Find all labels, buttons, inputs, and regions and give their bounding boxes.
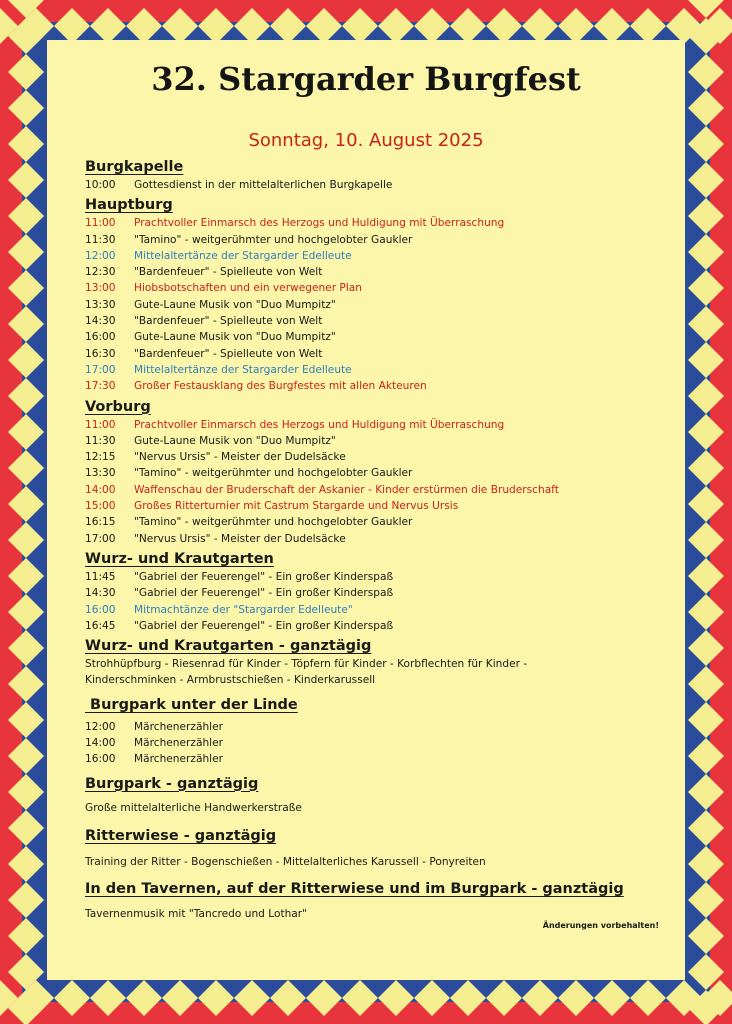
event-time: 17:00 [85,532,116,545]
section-krautgarten [85,549,675,634]
event-time: 14:00 [85,483,116,496]
event-row [85,297,675,313]
event-time: 11:00 [85,217,116,230]
event-row [85,719,675,735]
section-heading: Burgpark - ganztägig [85,775,259,792]
event-time: 16:00 [85,331,116,344]
event-text: Waffenschau der Bruderschaft der Askanier - Kinder erstürmen die Bruderschaft [134,483,559,496]
section-linde [85,695,675,768]
section-heading: In den Tavernen, auf der Ritterwiese und im Burgpark - ganztägig [85,881,624,898]
event-row [85,482,675,498]
event-row [85,313,675,329]
event-time: 12:30 [85,266,116,279]
event-text: "Bardenfeuer" - Spielleute von Welt [134,315,323,328]
event-time: 10:00 [85,179,116,191]
event-time: 11:30 [85,233,116,246]
activity-list: Große mittelalterliche Handwerkerstraße [85,801,302,814]
event-text: Märchenerzähler [134,753,223,766]
page-title: 32. Stargarder Burgfest [151,60,581,98]
section-heading: Wurz- und Krautgarten - ganztägig [85,638,372,655]
activity-list: Tavernenmusik mit "Tancredo und Lothar" [85,908,308,921]
activity-list: Strohhüpfburg - Riesenrad für Kinder - Töpfern für Kinder - Korbflechten für Kinder - [85,658,528,671]
event-row [85,215,675,231]
event-row [85,248,675,264]
event-text: "Gabriel der Feuerengel" - Ein großer Kinderspaß [134,619,394,632]
event-time: 16:00 [85,603,116,616]
section-tavernen [85,879,675,922]
event-text: Mittelaltertänze der Stargarder Edelleute [134,363,352,376]
event-row [85,735,675,751]
event-time: 13:30 [85,298,116,311]
event-row [85,232,675,248]
event-date: Sonntag, 10. August 2025 [248,130,484,151]
event-time: 17:00 [85,363,116,376]
section-heading: Burgkapelle [85,159,184,175]
event-text: "Nervus Ursis" - Meister der Dudelsäcke [134,532,346,545]
event-text: Gute-Laune Musik von "Duo Mumpitz" [134,331,336,344]
event-row [85,280,675,296]
section-hauptburg [85,195,675,394]
event-time: 12:00 [85,249,116,262]
event-text: Gute-Laune Musik von "Duo Mumpitz" [134,434,336,447]
section-burgkapelle [85,157,675,193]
event-row [85,264,675,280]
event-time: 14:30 [85,315,116,328]
section-burgpark [85,774,675,816]
event-text: "Gabriel der Feuerengel" - Ein großer Kinderspaß [134,570,394,583]
event-row [85,569,675,585]
event-text: Gute-Laune Musik von "Duo Mumpitz" [134,298,336,311]
event-text: Großer Festausklang des Burgfestes mit allen Akteuren [134,380,427,393]
section-heading: Wurz- und Krautgarten [85,550,274,567]
event-text: "Tamino" - weitgerühmter und hochgelobter Gaukler [134,516,413,529]
event-time: 16:00 [85,753,116,766]
event-text: "Gabriel der Feuerengel" - Ein großer Kinderspaß [134,587,394,600]
event-row [85,585,675,601]
event-time: 12:00 [85,720,116,733]
activity-list: Kinderschminken - Armbrustschießen - Kinderkarussell [85,674,376,687]
section-heading: Vorburg [85,398,151,415]
event-text: Großes Ritterturnier mit Castrum Stargarde und Nervus Ursis [134,500,459,513]
event-text: Hiobsbotschaften und ein verwegener Plan [134,282,362,295]
event-time: 13:30 [85,467,116,480]
program-content [85,157,675,923]
event-time: 16:30 [85,347,116,360]
changes-notice: Änderungen vorbehalten! [542,921,659,930]
section-ritterwiese [85,826,675,870]
event-time: 12:15 [85,451,116,464]
section-heading: Ritterwiese - ganztägig [85,827,277,844]
event-text: Prachtvoller Einmarsch des Herzogs und Huldigung mit Überraschung [134,418,505,431]
event-time: 16:15 [85,516,116,529]
activity-list: Training der Ritter - Bogenschießen - Mittelalterliches Karussell - Ponyreiten [85,855,486,868]
event-time: 14:00 [85,737,116,750]
section-heading: Hauptburg [85,197,173,214]
event-time: 14:30 [85,587,116,600]
event-row [85,378,675,394]
event-row [85,618,675,634]
event-row [85,602,675,618]
event-time: 11:00 [85,418,116,431]
event-text: "Nervus Ursis" - Meister der Dudelsäcke [134,451,346,464]
event-text: "Bardenfeuer" - Spielleute von Welt [134,266,323,279]
program-sheet [47,40,685,980]
event-text: Märchenerzähler [134,720,223,733]
event-time: 17:30 [85,380,116,393]
event-row [85,362,675,378]
event-time: 13:00 [85,282,116,295]
event-row [85,531,675,547]
event-time: 15:00 [85,500,116,513]
section-heading: Burgpark unter der Linde [85,696,298,713]
event-text: Gottesdienst in der mittelalterlichen Burgkapelle [134,179,393,191]
event-text: Prachtvoller Einmarsch des Herzogs und Huldigung mit Überraschung [134,217,505,230]
section-vorburg [85,397,675,547]
event-row [85,751,675,767]
event-row [85,449,675,465]
section-krautgarten-allday [85,636,675,689]
event-row [85,346,675,362]
event-text: "Tamino" - weitgerühmter und hochgelobter Gaukler [134,233,413,246]
event-text: Mittelaltertänze der Stargarder Edelleute [134,249,352,262]
event-row [85,329,675,345]
event-row [85,498,675,514]
event-row [85,514,675,530]
event-time: 16:45 [85,619,116,632]
event-time: 11:45 [85,570,116,583]
event-row [85,417,675,433]
event-text: Märchenerzähler [134,737,223,750]
event-row [85,177,675,193]
event-row [85,465,675,481]
event-text: "Bardenfeuer" - Spielleute von Welt [134,347,323,360]
event-text: "Tamino" - weitgerühmter und hochgelobter Gaukler [134,467,413,480]
event-text: Mitmachtänze der "Stargarder Edelleute" [134,603,353,616]
event-time: 11:30 [85,434,116,447]
event-row [85,433,675,449]
